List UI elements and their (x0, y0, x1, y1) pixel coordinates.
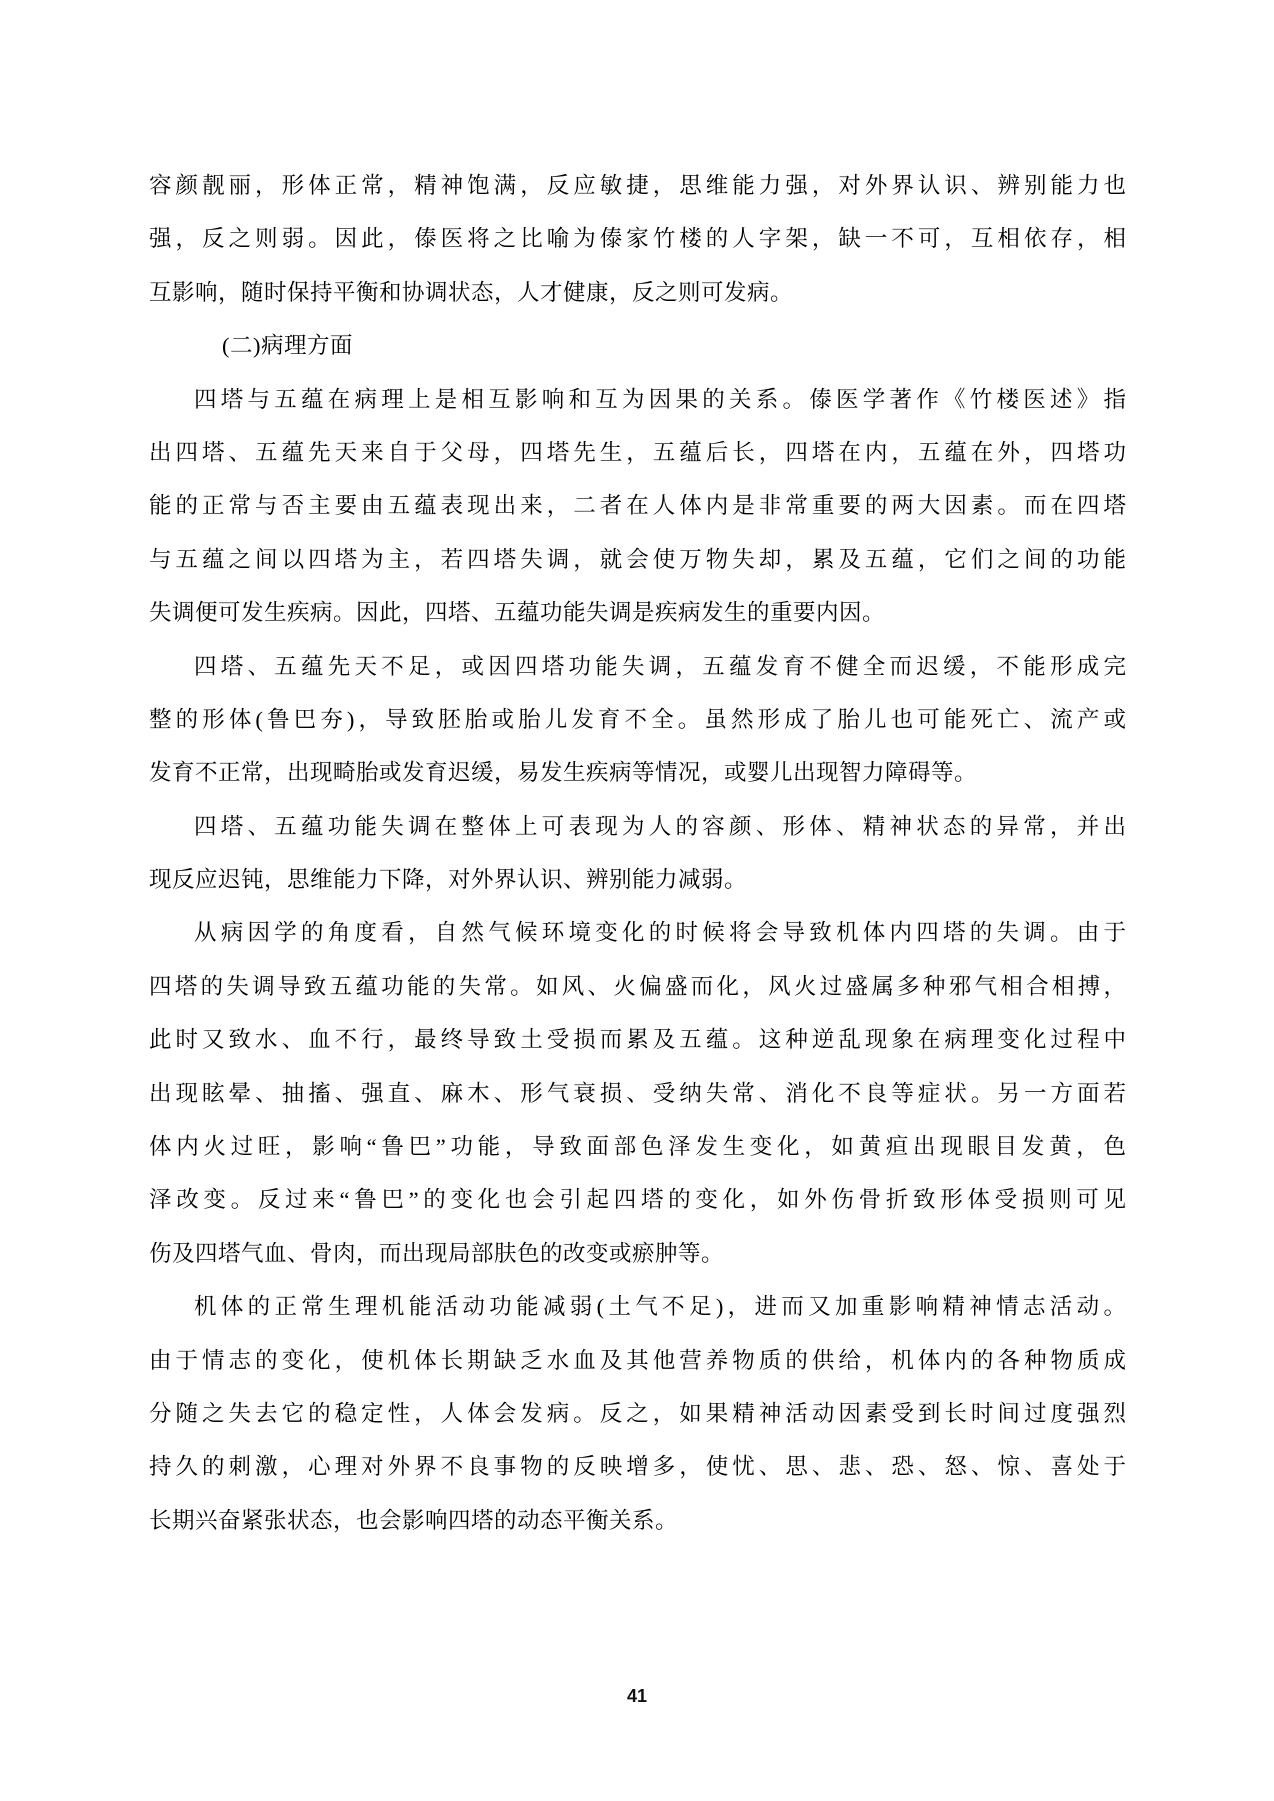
text-line: 机体的正常生理机能活动功能减弱(土气不足)，进而又加重影响精神情志活动。 (194, 1294, 1126, 1320)
text-line: 四塔的失调导致五蕴功能的失常。如风、火偏盛而化，风火过盛属多种邪气相合相搏， (149, 973, 1126, 999)
text-line: 泽改变。反过来“鲁巴”的变化也会引起四塔的变化，如外伤骨折致形体受损则可见 (149, 1187, 1126, 1213)
text-line: 能的正常与否主要由五蕴表现出来，二者在人体内是非常重要的两大因素。而在四塔 (149, 493, 1126, 519)
text-line: 持久的刺激，心理对外界不良事物的反映增多，使忧、思、悲、恐、怒、惊、喜处于 (149, 1454, 1126, 1480)
text-line: 互影响，随时保持平衡和协调状态，人才健康，反之则可发病。 (149, 279, 794, 305)
text-line: 整的形体(鲁巴夯)，导致胚胎或胎儿发育不全。虽然形成了胎儿也可能死亡、流产或 (149, 706, 1126, 732)
text-line: 长期兴奋紧张状态，也会影响四塔的动态平衡关系。 (149, 1507, 679, 1533)
text-line: 体内火过旺，影响“鲁巴”功能，导致面部色泽发生变化，如黄疸出现眼目发黄，色 (149, 1134, 1126, 1160)
text-line: 分随之失去它的稳定性，人体会发病。反之，如果精神活动因素受到长时间过度强烈 (149, 1400, 1126, 1426)
text-line: 出现眩晕、抽搐、强直、麻木、形气衰损、受纳失常、消化不良等症状。另一方面若 (149, 1080, 1126, 1106)
text-line: 出四塔、五蕴先天来自于父母，四塔先生，五蕴后长，四塔在内，五蕴在外，四塔功 (149, 439, 1126, 465)
text-line: 四塔、五蕴先天不足，或因四塔功能失调，五蕴发育不健全而迟缓，不能形成完 (194, 653, 1126, 679)
section-heading: (二)病理方面 (222, 333, 353, 359)
text-line: 现反应迟钝，思维能力下降，对外界认识、辨别能力减弱。 (149, 867, 748, 893)
text-line: 四塔与五蕴在病理上是相互影响和互为因果的关系。傣医学著作《竹楼医述》指 (194, 386, 1126, 412)
text-line: 与五蕴之间以四塔为主，若四塔失调，就会使万物失却，累及五蕴，它们之间的功能 (149, 546, 1126, 572)
text-line: 容颜靓丽，形体正常，精神饱满，反应敏捷，思维能力强，对外界认识、辨别能力也 (149, 173, 1126, 198)
text-line: 伤及四塔气血、骨肉，而出现局部肤色的改变或瘀肿等。 (149, 1240, 725, 1266)
text-line: 四塔、五蕴功能失调在整体上可表现为人的容颜、形体、精神状态的异常，并出 (194, 813, 1126, 839)
text-block (149, 159, 1126, 1547)
page-number: 41 (626, 1686, 648, 1706)
text-line: 失调便可发生疾病。因此，四塔、五蕴功能失调是疾病发生的重要内因。 (149, 600, 886, 626)
text-line: 由于情志的变化，使机体长期缺乏水血及其他营养物质的供给，机体内的各种物质成 (149, 1347, 1126, 1373)
text-line: 此时又致水、血不行，最终导致土受损而累及五蕴。这种逆乱现象在病理变化过程中 (149, 1027, 1126, 1053)
text-line: 发育不正常，出现畸胎或发育迟缓，易发生疾病等情况，或婴儿出现智力障碍等。 (149, 760, 978, 786)
text-line: 强，反之则弱。因此，傣医将之比喻为傣家竹楼的人字架，缺一不可，互相依存，相 (149, 226, 1126, 252)
text-line: 从病因学的角度看，自然气候环境变化的时候将会导致机体内四塔的失调。由于 (194, 920, 1126, 946)
